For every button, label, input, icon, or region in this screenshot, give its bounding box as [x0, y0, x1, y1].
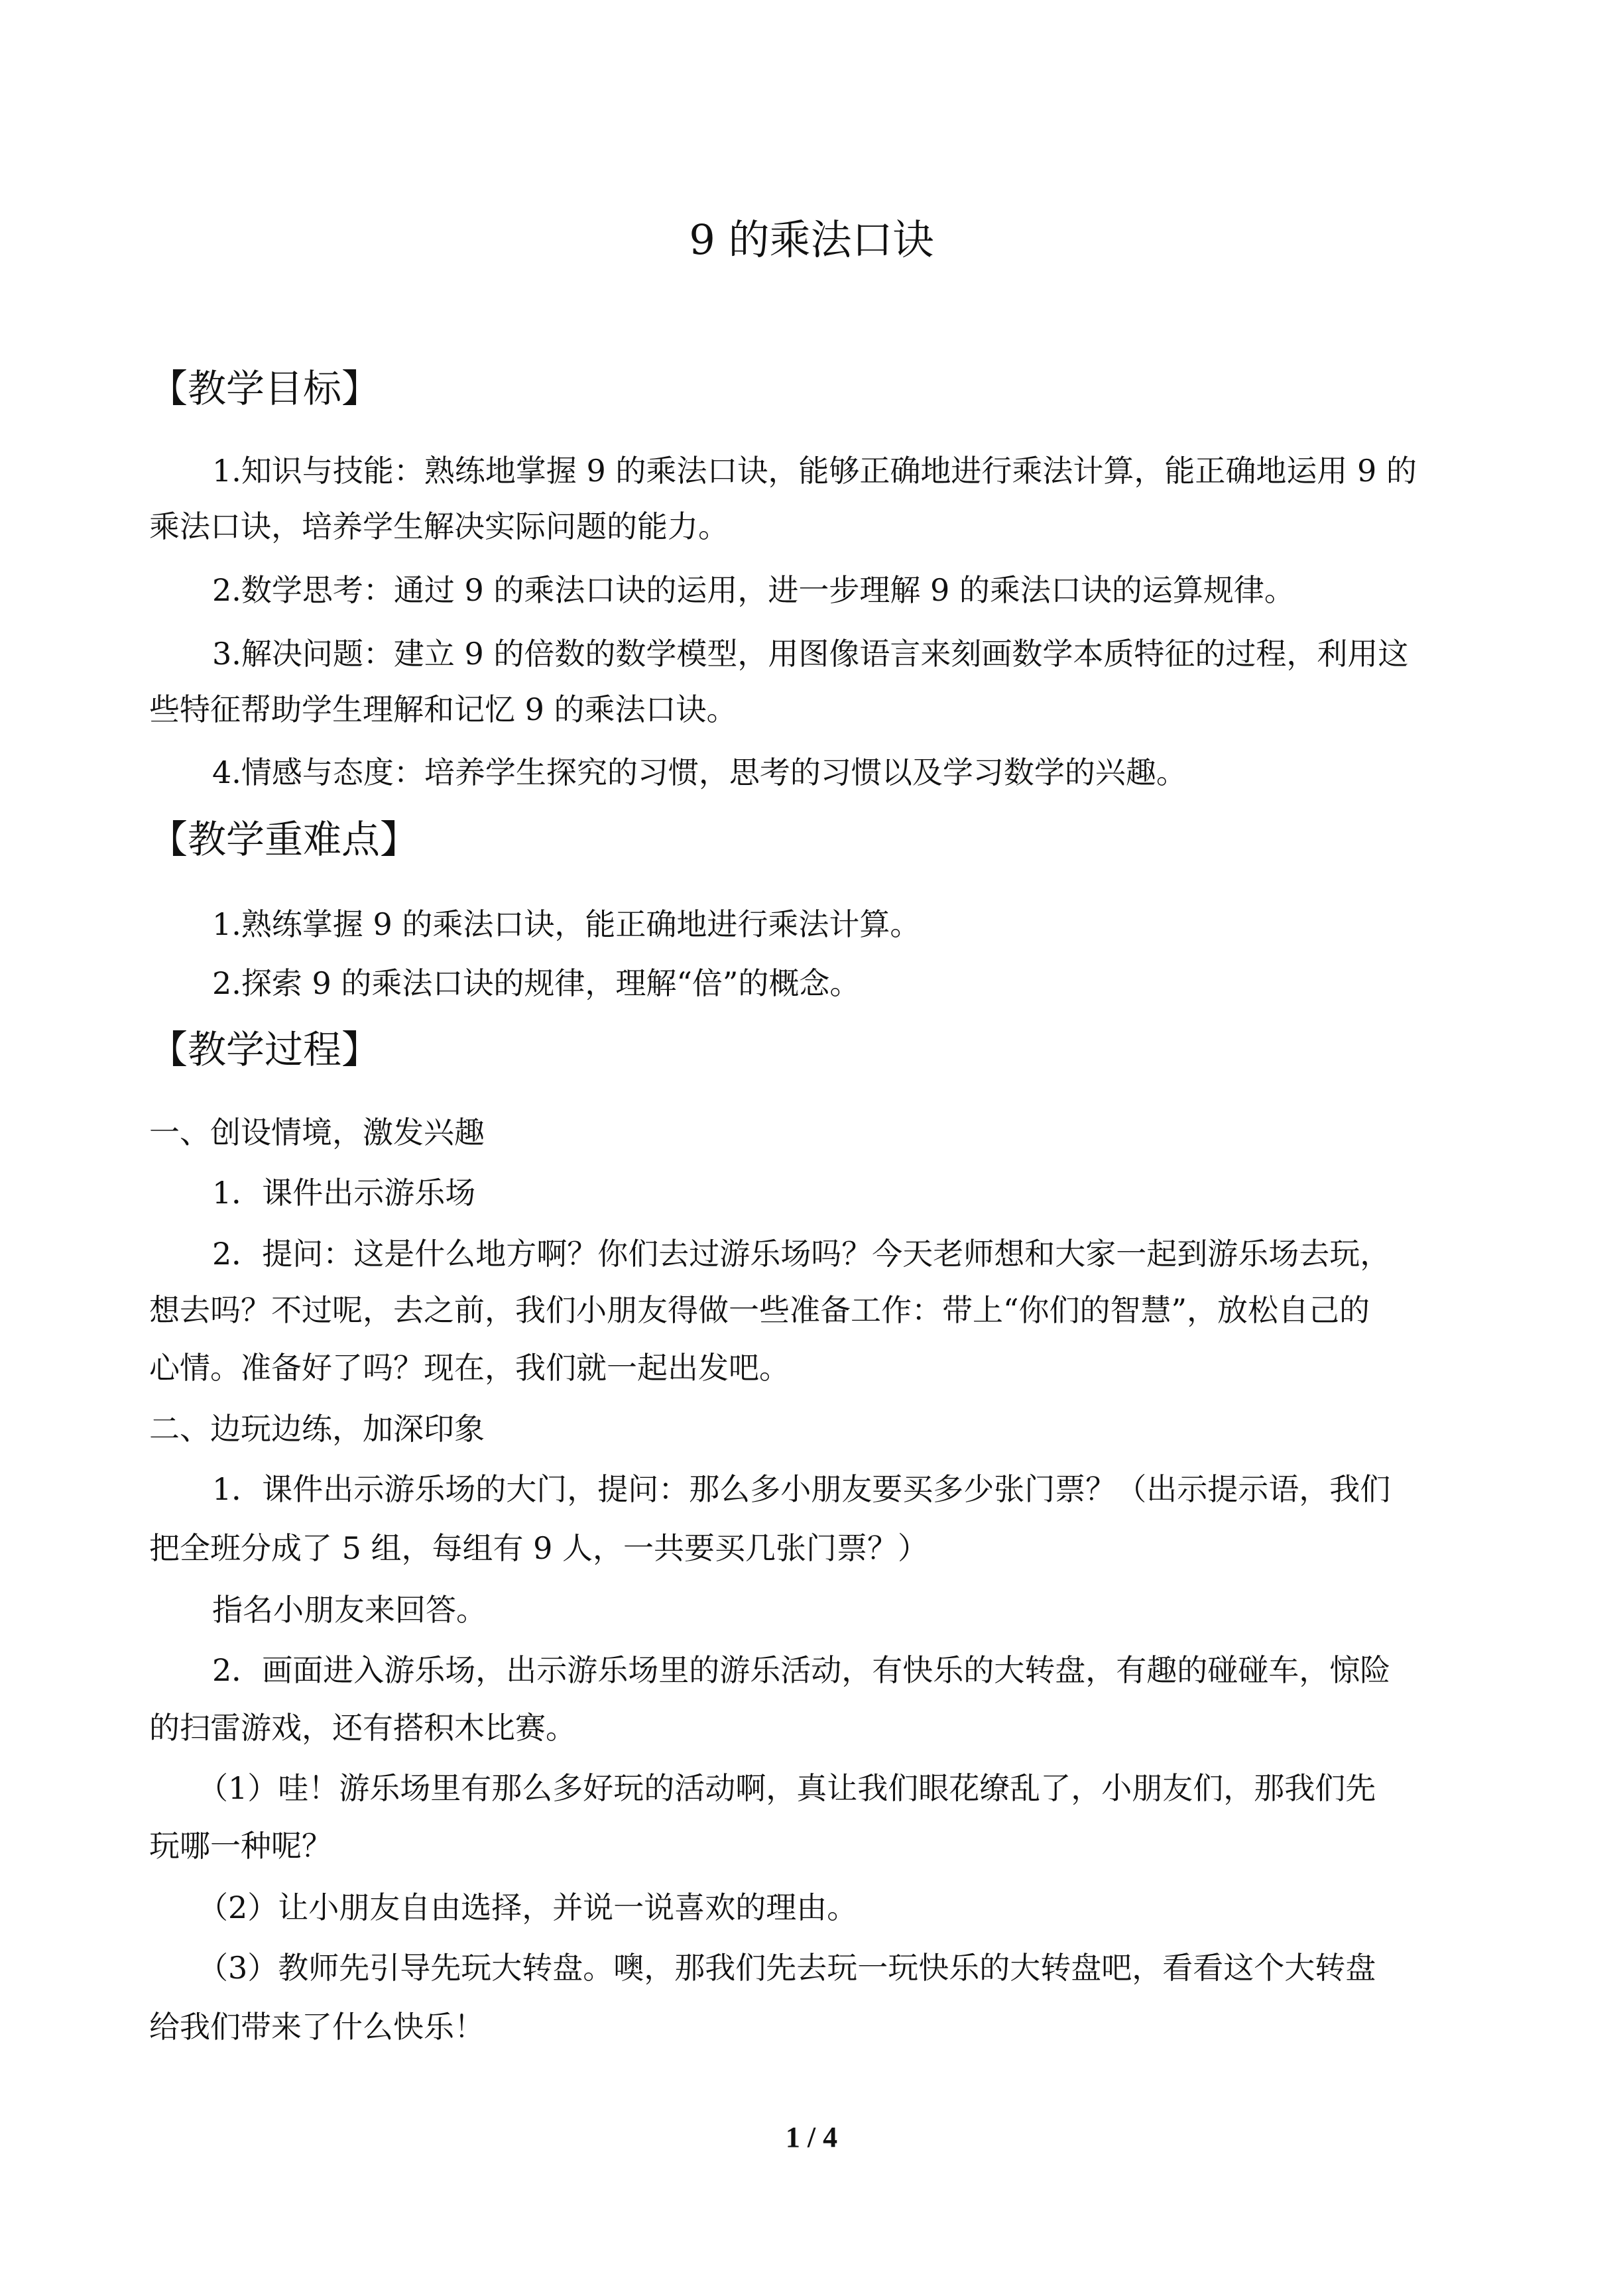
section-2-sub-1-line-1: （1）哇！游乐场里有那么多好玩的活动啊，真让我们眼花缭乱了，小朋友们，那我们先	[198, 1770, 1376, 1806]
section-2-item-1-line-2: 把全班分成了 5 组，每组有 9 人，一共要买几张门票？）	[149, 1530, 929, 1566]
section-1-item-2-line-1: 2．提问：这是什么地方啊？你们去过游乐场吗？今天老师想和大家一起到游乐场去玩，	[212, 1236, 1391, 1272]
goal-3-line-1: 3.解决问题：建立 9 的倍数的数学模型，用图像语言来刻画数学本质特征的过程，利用这	[212, 636, 1409, 672]
heading-teaching-process: 【教学过程】	[149, 1027, 381, 1072]
section-2-item-2-line-2: 的扫雷游戏，还有搭积木比赛。	[149, 1710, 576, 1746]
key-point-2: 2.探索 9 的乘法口诀的规律，理解“倍”的概念。	[212, 965, 861, 1001]
goal-4: 4.情感与态度：培养学生探究的习惯，思考的习惯以及学习数学的兴趣。	[212, 755, 1187, 790]
page-title: 9 的乘法口诀	[689, 215, 934, 264]
section-2-sub-3-line-2: 给我们带来了什么快乐！	[149, 2009, 485, 2045]
section-2-item-2-line-1: 2．画面进入游乐场，出示游乐场里的游乐活动，有快乐的大转盘，有趣的碰碰车，惊险	[212, 1652, 1391, 1688]
section-2-heading: 二、边玩边练，加深印象	[149, 1411, 485, 1447]
section-1-item-2-line-3: 心情。准备好了吗？现在，我们就一起出发吧。	[149, 1350, 790, 1386]
goal-3-line-2: 些特征帮助学生理解和记忆 9 的乘法口诀。	[149, 692, 737, 727]
section-2-sub-2: （2）让小朋友自由选择，并说一说喜欢的理由。	[198, 1890, 858, 1925]
heading-teaching-goals: 【教学目标】	[149, 366, 381, 411]
section-2-sub-3-line-1: （3）教师先引导先玩大转盘。噢，那我们先去玩一玩快乐的大转盘吧，看看这个大转盘	[198, 1950, 1376, 1986]
page-number: 1 / 4	[785, 2121, 838, 2153]
section-2-sub-1-line-2: 玩哪一种呢？	[149, 1828, 332, 1864]
section-1-item-2-line-2: 想去吗？不过呢，去之前，我们小朋友得做一些准备工作：带上“你们的智慧”，放松自己的	[149, 1292, 1370, 1328]
goal-1-line-2: 乘法口诀，培养学生解决实际问题的能力。	[149, 509, 729, 544]
goal-2: 2.数学思考：通过 9 的乘法口诀的运用，进一步理解 9 的乘法口诀的运算规律。	[212, 572, 1295, 608]
section-1-item-1: 1．课件出示游乐场	[212, 1175, 476, 1211]
heading-key-points: 【教学重难点】	[149, 817, 419, 862]
section-2-item-1-line-3: 指名小朋友来回答。	[212, 1592, 487, 1628]
goal-1-line-1: 1.知识与技能：熟练地掌握 9 的乘法口诀，能够正确地进行乘法计算，能正确地运用 9 的	[212, 453, 1417, 489]
section-1-heading: 一、创设情境，激发兴趣	[149, 1115, 485, 1150]
key-point-1: 1.熟练掌握 9 的乘法口诀，能正确地进行乘法计算。	[212, 906, 921, 942]
section-2-item-1-line-1: 1．课件出示游乐场的大门，提问：那么多小朋友要买多少张门票？（出示提示语，我们	[212, 1471, 1391, 1507]
